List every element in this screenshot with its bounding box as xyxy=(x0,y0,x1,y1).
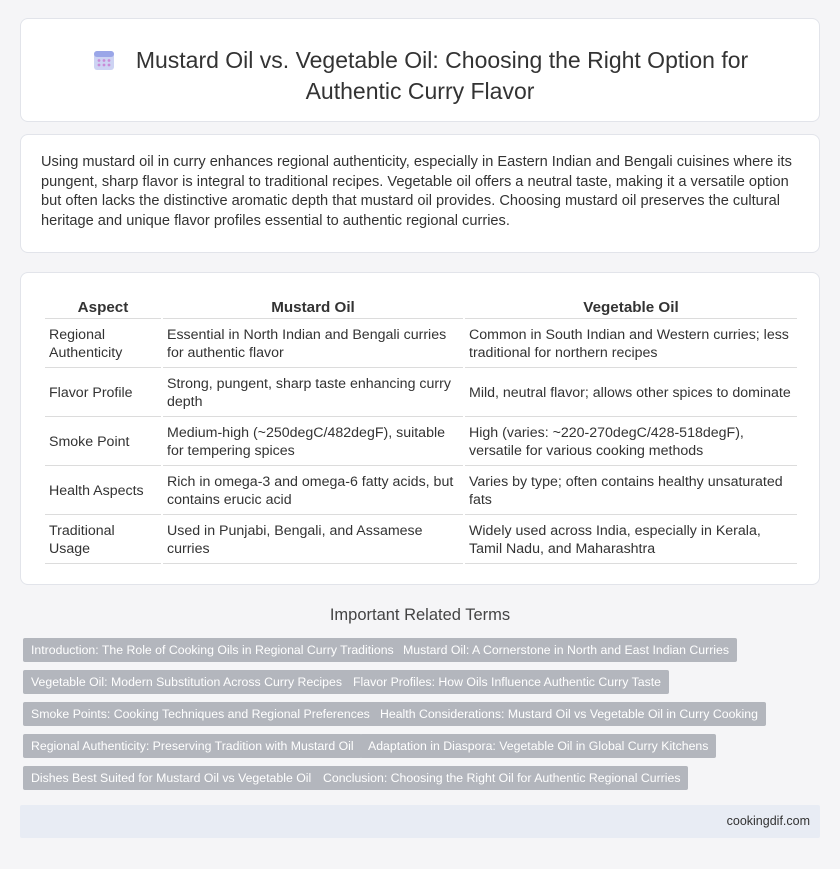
related-term-tag[interactable]: Regional Authenticity: Preserving Tradition with Mustard Oil xyxy=(23,734,362,758)
related-term-tag[interactable]: Conclusion: Choosing the Right Oil for Authentic Regional Curries xyxy=(315,766,688,790)
comparison-table xyxy=(43,293,799,566)
page-title: Mustard Oil vs. Vegetable Oil: Choosing the Right Option for Authentic Curry Flavor xyxy=(135,47,749,104)
table-cell-mustard: Rich in omega-3 and omega-6 fatty acids, but contains erucic acid xyxy=(163,468,463,515)
header-card xyxy=(20,18,820,122)
table-cell-vegetable: Common in South Indian and Western curries; less traditional for northern recipes xyxy=(465,321,797,368)
table-row xyxy=(45,419,797,466)
table-row xyxy=(45,468,797,515)
related-term-tag[interactable]: Vegetable Oil: Modern Substitution Across Curry Recipes xyxy=(23,670,350,694)
table-cell-aspect: Smoke Point xyxy=(45,419,161,466)
comparison-table-card xyxy=(20,272,820,585)
related-term-tag[interactable]: Adaptation in Diaspora: Vegetable Oil in Global Curry Kitchens xyxy=(360,734,716,758)
table-cell-vegetable: Widely used across India, especially in Kerala, Tamil Nadu, and Maharashtra xyxy=(465,517,797,564)
calendar-grid-icon xyxy=(92,48,116,72)
title-wrap xyxy=(61,45,779,107)
table-cell-aspect: Traditional Usage xyxy=(45,517,161,564)
table-cell-vegetable: High (varies: ~220-270degC/428-518degF), versatile for various cooking methods xyxy=(465,419,797,466)
column-header-vegetable-oil: Vegetable Oil xyxy=(465,295,797,319)
table-cell-vegetable: Varies by type; often contains healthy unsaturated fats xyxy=(465,468,797,515)
related-term-tag[interactable]: Dishes Best Suited for Mustard Oil vs Vegetable Oil xyxy=(23,766,319,790)
table-cell-mustard: Medium-high (~250degC/482degF), suitable for tempering spices xyxy=(163,419,463,466)
related-term-tag[interactable]: Flavor Profiles: How Oils Influence Authentic Curry Taste xyxy=(345,670,669,694)
table-cell-aspect: Health Aspects xyxy=(45,468,161,515)
table-row xyxy=(45,370,797,417)
table-row xyxy=(45,321,797,368)
table-cell-mustard: Used in Punjabi, Bengali, and Assamese curries xyxy=(163,517,463,564)
table-cell-aspect: Flavor Profile xyxy=(45,370,161,417)
intro-card xyxy=(20,134,820,253)
table-cell-mustard: Strong, pungent, sharp taste enhancing curry depth xyxy=(163,370,463,417)
related-term-tag[interactable]: Introduction: The Role of Cooking Oils in Regional Curry Traditions xyxy=(23,638,402,662)
table-cell-aspect: Regional Authenticity xyxy=(45,321,161,368)
column-header-mustard-oil: Mustard Oil xyxy=(163,295,463,319)
footer xyxy=(20,805,820,838)
table-header-row xyxy=(45,295,797,319)
table-cell-mustard: Essential in North Indian and Bengali curries for authentic flavor xyxy=(163,321,463,368)
table-row xyxy=(45,517,797,564)
related-term-tag[interactable]: Mustard Oil: A Cornerstone in North and East Indian Curries xyxy=(395,638,737,662)
intro-paragraph: Using mustard oil in curry enhances regional authenticity, especially in Eastern Indian and Bengali cuisines where its pungent, sharp flavor is integral to traditional recipes. Vegetable oil offers a neutral taste, making it a versatile option but often lacks the distinctive aromatic depth that mustard oil provides. Choosing mustard oil preserves the cultural heritage and unique flavor profiles essential to authentic regional curries. xyxy=(41,154,792,229)
related-term-tag[interactable]: Smoke Points: Cooking Techniques and Regional Preferences xyxy=(23,702,378,726)
related-terms-heading: Important Related Terms xyxy=(329,606,511,624)
column-header-aspect: Aspect xyxy=(45,295,161,319)
site-name[interactable]: cookingdif.com xyxy=(726,814,810,828)
table-cell-vegetable: Mild, neutral flavor; allows other spices to dominate xyxy=(465,370,797,417)
related-term-tag[interactable]: Health Considerations: Mustard Oil vs Vegetable Oil in Curry Cooking xyxy=(372,702,766,726)
